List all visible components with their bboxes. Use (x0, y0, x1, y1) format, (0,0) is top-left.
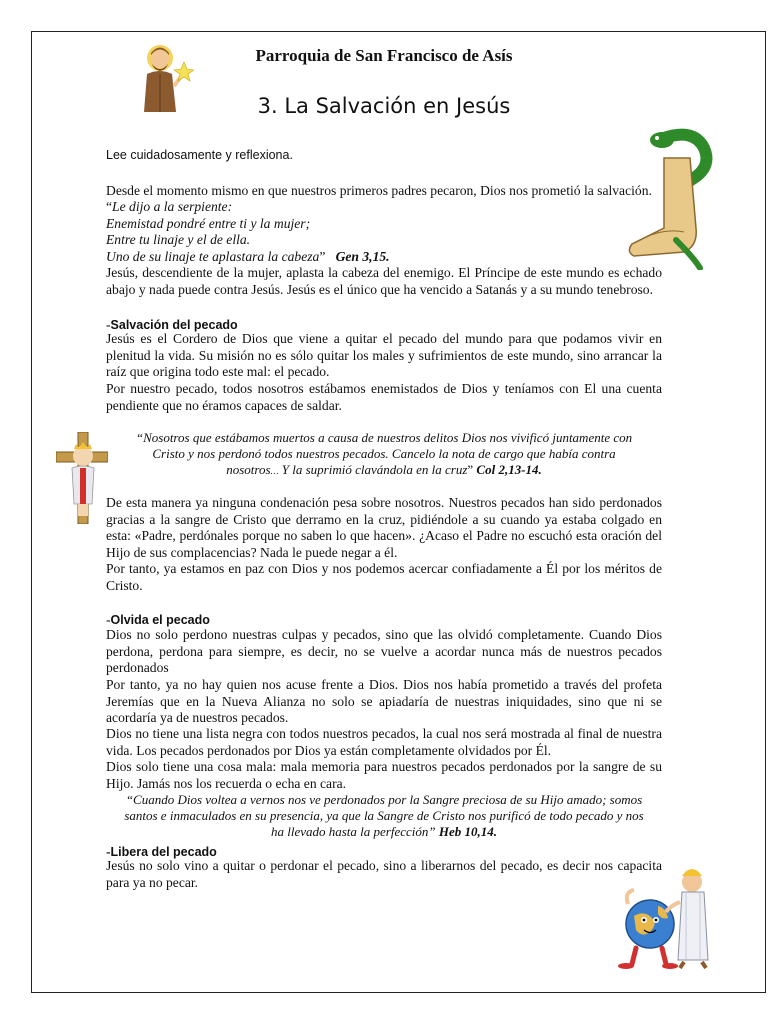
section3-paragraph-1: Jesús no solo vino a quitar o perdonar el pecado, sino a liberarnos del pecado, es decir nos capacita para ya no pecar. (106, 858, 662, 890)
ellipsis: … (270, 466, 279, 476)
section1-paragraph-1: Jesús es el Cordero de Dios que viene a quitar el pecado del mundo para que podamos vivir en plenitud la vida. Su misión no es sólo quitar los males y sufrimientos de este mundo, sino arrancar la raíz que origina todo este mal: el pecado. (106, 331, 662, 380)
section2-paragraph-4: Dios solo tiene una cosa mala: mala memoria para nuestros pecados perdonados por la sangre de su Hijo. Jamás nos los recuerda o echa en cara. (106, 759, 662, 791)
genesis-quote (106, 199, 406, 265)
globe-figure-illustration (614, 862, 714, 972)
quote-text: nosotros (226, 462, 271, 477)
quote-reference: Gen 3,15. (335, 248, 390, 264)
quote-line: Le dijo a la serpiente: (112, 199, 233, 214)
quote-line: “Cuando Dios voltea a vernos nos ve perdonados por la Sangre preciosa de su Hijo amado; somos (125, 792, 643, 807)
parish-name: Parroquia de San Francisco de Asís (255, 46, 513, 65)
quote-line (106, 462, 662, 479)
section1-paragraph-3: De esta manera ya ninguna condenación pesa sobre nosotros. Nuestros pecados han sido perdonados gracias a la sangre de Cristo que derramo en la cruz, pidiéndole a su cuando ya estaba colgado en esta: «Padre, perdónales porque no saben lo que hacen». ¿Acaso el Padre no escuchó esta oración del Hijo de sus complacencias? Nada le puede negar a él. (106, 495, 662, 560)
heading-text: Olvida el pecado (110, 613, 210, 627)
instruction-text: Lee cuidadosamente y reflexiona. (106, 148, 293, 162)
quote-close-mark: ” (319, 248, 326, 264)
quote-text: ha llevado hasta la perfección” (270, 824, 436, 839)
section2-paragraph-2: Por tanto, ya no hay quien nos acuse frente a Dios. Dios nos había prometido a través del profeta Jeremías que en la Nueva Alianza no solo se apiadaría de nuestras iniquidades, sino que ni se acordaría ya de nuestros pecados. (106, 677, 662, 726)
quote-text: Y la suprimió clavándola en la cruz (278, 462, 468, 477)
heading-dash: - (106, 612, 111, 627)
quote-close-mark: ” (467, 462, 477, 477)
intro-paragraph-2: Jesús, descendiente de la mujer, aplasta la cabeza del enemigo. El Príncipe de este mundo es echado abajo y nada puede contra Jesús. Jesús es el único que ha vencido a Satanás y a su mundo tenebroso. (106, 265, 662, 297)
quote-line: santos e inmaculados en su presencia, ya que la Sangre de Cristo nos purificó de todo pecado y nos (124, 808, 644, 823)
lesson-title: 3. La Salvación en Jesús (257, 94, 511, 118)
section2-paragraph-1: Dios no solo perdono nuestras culpas y pecados, sino que las olvidó completamente. Cuando Dios perdona, perdona para siempre, es decir, no se vuelve a acordar nunca más de nuestros pecados perdonados (106, 627, 662, 676)
quote-line: Entre tu linaje y el de ella. (106, 232, 251, 248)
quote-open-mark: “ (106, 199, 113, 214)
heading-text: Salvación del pecado (110, 318, 238, 332)
heading-dash: - (106, 844, 111, 859)
heading-dash: - (106, 317, 111, 332)
quote-line (106, 824, 662, 840)
quote-line: Enemistad pondré entre ti y la mujer; (106, 215, 311, 231)
heading-text: Libera del pecado (110, 845, 217, 859)
crucifix-illustration (56, 432, 108, 524)
section1-paragraph-4: Por tanto, ya estamos en paz con Dios y nos podemos acercar confiadamente a Él por los méritos de Cristo. (106, 561, 662, 593)
section1-paragraph-2: Por nuestro pecado, todos nosotros estábamos enemistados de Dios y teníamos con El una cuenta pendiente que no éramos capaces de saldar. (106, 381, 662, 413)
hebrews-quote (106, 792, 662, 840)
intro-paragraph: Desde el momento mismo en que nuestros primeros padres pecaron, Dios nos prometió la salvación. (106, 183, 652, 198)
quote-reference: Heb 10,14. (435, 824, 498, 839)
colossians-quote (106, 430, 662, 479)
section2-paragraph-3: Dios no tiene una lista negra con todos nuestros pecados, la cual nos será mostrada al final de nuestra vida. Los pecados perdonados por Dios ya están completamente olvidados por Él. (106, 726, 662, 758)
quote-line: Uno de su linaje te aplastara la cabeza (106, 248, 320, 264)
quote-line: “Nosotros que estábamos muertos a causa de nuestros delitos Dios nos vivificó juntamente con (135, 430, 633, 445)
quote-reference: Col 2,13-14. (476, 462, 542, 477)
quote-line: Cristo y nos perdonó todos nuestros pecados. Cancelo la nota de cargo que había contra (152, 446, 616, 461)
